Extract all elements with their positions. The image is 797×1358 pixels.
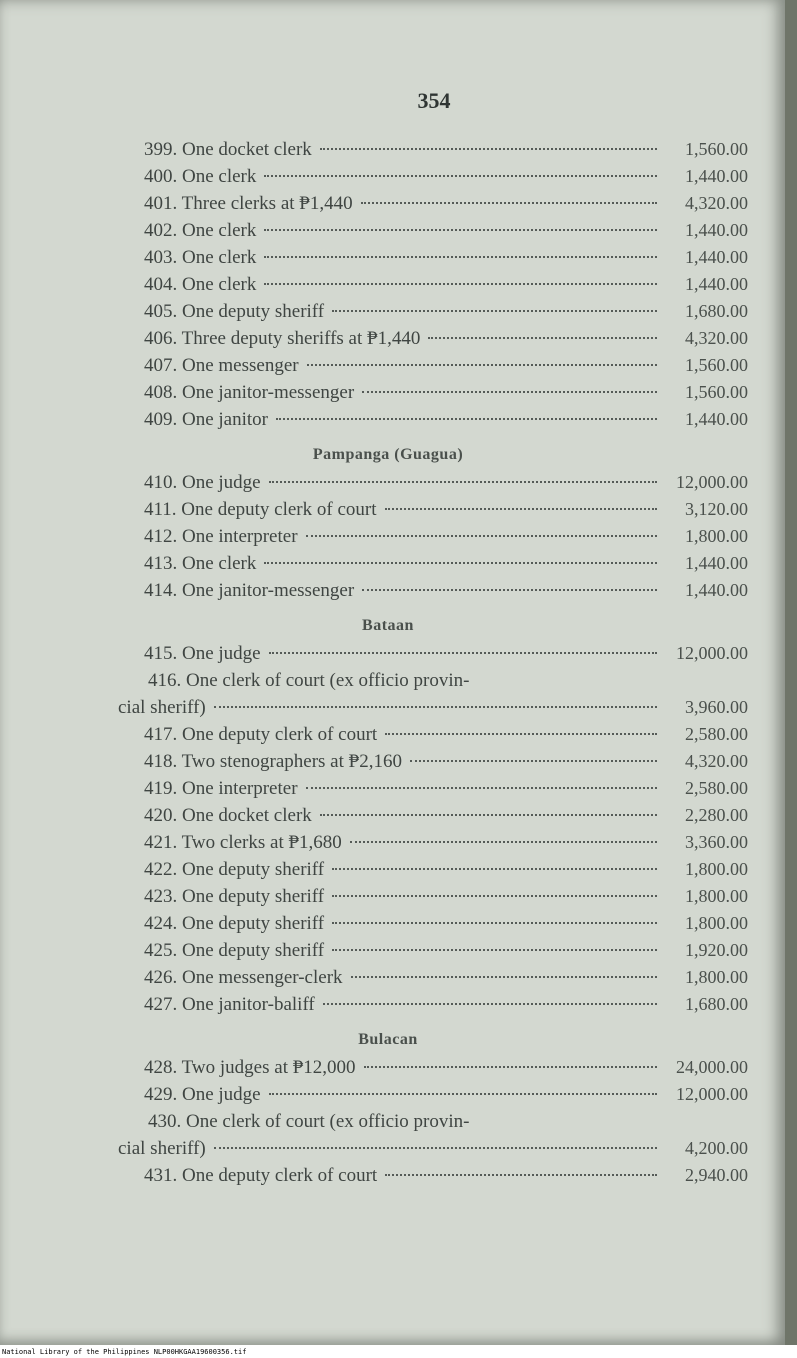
line-item (118, 379, 748, 406)
dot-leader (214, 1147, 657, 1149)
dot-leader (385, 733, 657, 735)
item-description: cial sheriff) (118, 1138, 206, 1159)
dot-leader (410, 760, 657, 762)
item-amount: 1,440.00 (685, 166, 748, 186)
item-amount: 2,280.00 (685, 805, 748, 825)
item-amount: 1,800.00 (685, 886, 748, 906)
item-description: 408. One janitor-messenger (144, 382, 355, 403)
item-text-line1: 430. One clerk of court (ex officio provin- (148, 1111, 470, 1132)
page-number: 354 (417, 88, 451, 113)
dot-leader (332, 310, 657, 312)
item-amount: 1,920.00 (685, 940, 748, 960)
line-item (118, 883, 748, 910)
line-item (118, 910, 748, 937)
item-amount: 3,960.00 (685, 697, 748, 717)
item-description: 413. One clerk (144, 553, 257, 574)
item-description: 421. Two clerks at ₱1,680 (144, 832, 342, 853)
item-amount: 12,000.00 (676, 1084, 748, 1104)
line-item (118, 640, 748, 667)
dot-leader (332, 949, 657, 951)
dot-leader (264, 256, 657, 258)
scan-footer: National Library of the Philippines NLP00HKGAA19600356.tif (2, 1348, 247, 1356)
item-amount: 1,800.00 (685, 859, 748, 879)
item-description: 404. One clerk (144, 274, 257, 295)
dot-leader (428, 337, 657, 339)
dot-leader (264, 562, 657, 564)
item-description: 406. Three deputy sheriffs at ₱1,440 (144, 328, 421, 349)
item-amount: 2,580.00 (685, 778, 748, 798)
line-item (118, 217, 748, 244)
item-description: 422. One deputy sheriff (144, 859, 325, 880)
line-item (118, 325, 748, 352)
item-description: 431. One deputy clerk of court (144, 1165, 378, 1186)
item-description: 427. One janitor-baliff (144, 994, 315, 1015)
dot-leader (332, 868, 657, 870)
item-description: 402. One clerk (144, 220, 257, 241)
item-description: 410. One judge (144, 472, 261, 493)
items-group-pampanga (118, 469, 748, 604)
line-item (118, 802, 748, 829)
dot-leader (350, 841, 657, 843)
item-amount: 1,560.00 (685, 139, 748, 159)
item-amount: 1,440.00 (685, 247, 748, 267)
line-item (118, 964, 748, 991)
item-amount: 24,000.00 (676, 1057, 748, 1077)
dot-leader (306, 787, 657, 789)
page-edge (785, 0, 797, 1345)
dot-leader (307, 364, 657, 366)
line-item (118, 775, 748, 802)
item-description: 403. One clerk (144, 247, 257, 268)
item-amount: 2,940.00 (685, 1165, 748, 1185)
item-amount: 1,680.00 (685, 301, 748, 321)
dot-leader (276, 418, 657, 420)
line-item (118, 469, 748, 496)
dot-leader (264, 229, 657, 231)
line-item (118, 550, 748, 577)
dot-leader (351, 976, 657, 978)
item-amount: 12,000.00 (676, 643, 748, 663)
item-amount: 1,800.00 (685, 913, 748, 933)
dot-leader (332, 922, 657, 924)
items-group-bulacan (118, 1054, 748, 1189)
item-description: cial sheriff) (118, 697, 206, 718)
item-amount: 1,800.00 (685, 967, 748, 987)
item-description: 401. Three clerks at ₱1,440 (144, 193, 353, 214)
item-description: 405. One deputy sheriff (144, 301, 325, 322)
items-group-bataan (118, 640, 748, 1018)
item-amount: 1,440.00 (685, 220, 748, 240)
line-item (118, 298, 748, 325)
item-description: 424. One deputy sheriff (144, 913, 325, 934)
item-amount: 4,320.00 (685, 193, 748, 213)
item-description: 409. One janitor (144, 409, 269, 430)
line-item (118, 406, 748, 433)
line-item (118, 1135, 748, 1162)
dot-leader (385, 1174, 657, 1176)
dot-leader (362, 589, 657, 591)
line-item (118, 721, 748, 748)
dot-leader (306, 535, 657, 537)
dot-leader (269, 1093, 657, 1095)
item-description: 423. One deputy sheriff (144, 886, 325, 907)
dot-leader (361, 202, 657, 204)
line-item (118, 991, 748, 1018)
item-description: 407. One messenger (144, 355, 299, 376)
section-heading-pampanga: Pampanga (Guagua) (312, 446, 464, 463)
section-heading-bulacan: Bulacan (358, 1031, 418, 1048)
dot-leader (385, 508, 658, 510)
dot-leader (264, 283, 657, 285)
item-description: 412. One interpreter (144, 526, 298, 547)
line-item (118, 244, 748, 271)
dot-leader (264, 175, 657, 177)
dot-leader (320, 814, 657, 816)
line-item (118, 577, 748, 604)
dot-leader (269, 481, 657, 483)
item-description: 419. One interpreter (144, 778, 298, 799)
line-item (118, 937, 748, 964)
budget-list (118, 136, 748, 1189)
line-item (118, 163, 748, 190)
line-item (118, 1081, 748, 1108)
dot-leader (362, 391, 657, 393)
item-amount: 4,320.00 (685, 328, 748, 348)
item-description: 415. One judge (144, 643, 261, 664)
line-item (118, 748, 748, 775)
item-description: 428. Two judges at ₱12,000 (144, 1057, 356, 1078)
item-amount: 1,560.00 (685, 355, 748, 375)
item-text-line1: 416. One clerk of court (ex officio provin- (148, 670, 470, 691)
item-amount: 1,440.00 (685, 409, 748, 429)
item-description: 420. One docket clerk (144, 805, 312, 826)
item-amount: 1,440.00 (685, 580, 748, 600)
items-group (118, 136, 748, 433)
item-amount: 1,440.00 (685, 553, 748, 573)
dot-leader (323, 1003, 657, 1005)
item-amount: 2,580.00 (685, 724, 748, 744)
line-item (118, 523, 748, 550)
line-item (118, 190, 748, 217)
item-amount: 3,120.00 (685, 499, 748, 519)
item-description: 411. One deputy clerk of court (144, 499, 377, 520)
line-item (118, 136, 748, 163)
dot-leader (214, 706, 657, 708)
line-item (118, 352, 748, 379)
item-description: 414. One janitor-messenger (144, 580, 355, 601)
item-amount: 4,320.00 (685, 751, 748, 771)
item-amount: 1,800.00 (685, 526, 748, 546)
dot-leader (364, 1066, 657, 1068)
item-amount: 1,560.00 (685, 382, 748, 402)
item-description: 400. One clerk (144, 166, 257, 187)
item-description: 426. One messenger-clerk (144, 967, 343, 988)
dot-leader (332, 895, 657, 897)
item-amount: 1,680.00 (685, 994, 748, 1014)
item-amount: 3,360.00 (685, 832, 748, 852)
item-amount: 12,000.00 (676, 472, 748, 492)
dot-leader (320, 148, 657, 150)
line-item (118, 829, 748, 856)
item-description: 418. Two stenographers at ₱2,160 (144, 751, 402, 772)
line-item (118, 1054, 748, 1081)
item-description: 425. One deputy sheriff (144, 940, 325, 961)
item-amount: 1,440.00 (685, 274, 748, 294)
item-description: 429. One judge (144, 1084, 261, 1105)
item-amount: 4,200.00 (685, 1138, 748, 1158)
line-item (118, 496, 748, 523)
section-heading-bataan: Bataan (362, 617, 414, 634)
line-item (118, 1162, 748, 1189)
item-description: 417. One deputy clerk of court (144, 724, 378, 745)
line-item (118, 271, 748, 298)
line-item (118, 694, 748, 721)
line-item (118, 856, 748, 883)
dot-leader (269, 652, 657, 654)
item-description: 399. One docket clerk (144, 139, 312, 160)
